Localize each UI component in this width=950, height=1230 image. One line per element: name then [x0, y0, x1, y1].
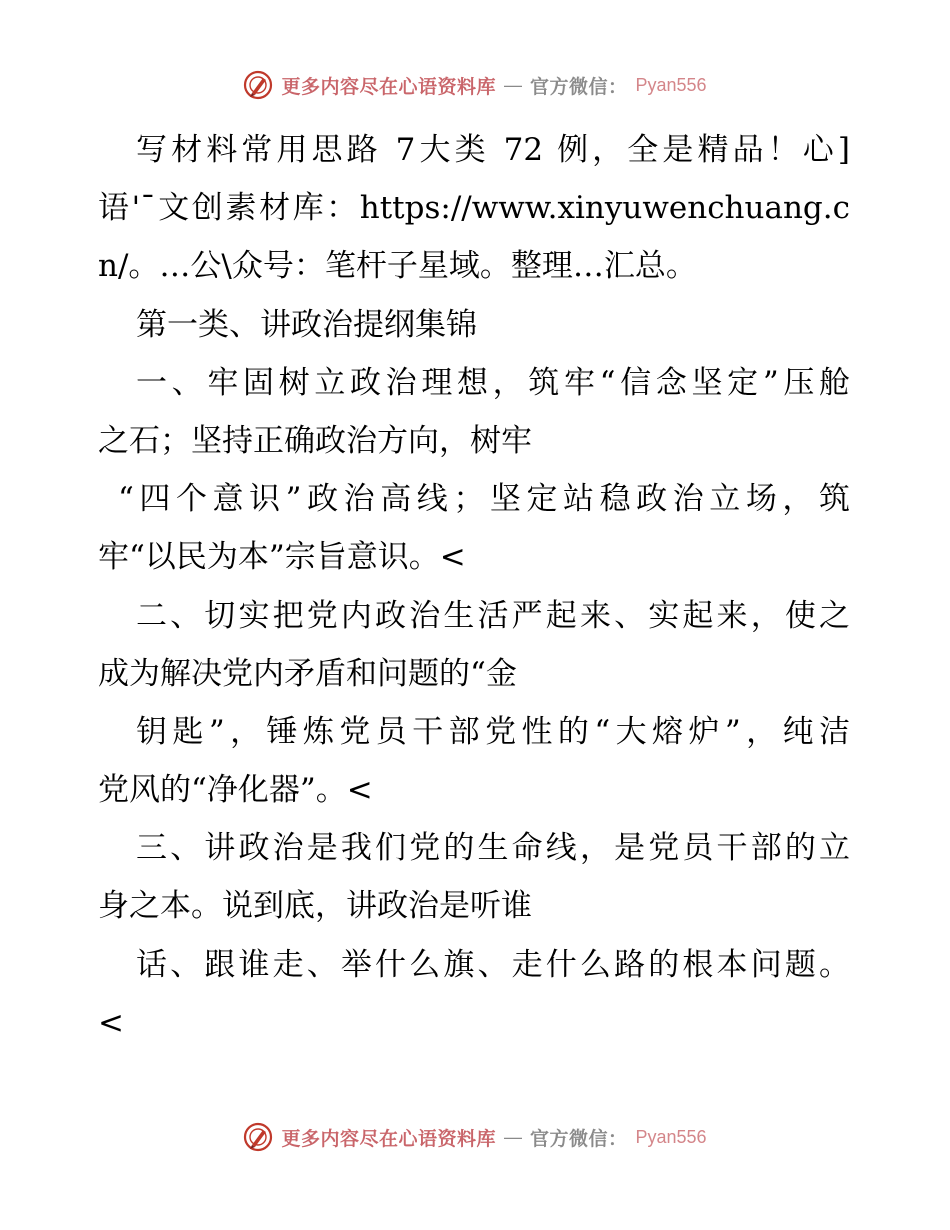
watermark-suffix-text: 官方微信： — [529, 1127, 628, 1150]
paragraph-line: n/。…公\众号：笔杆子星域。整理…汇总。 — [98, 248, 697, 285]
paragraph-line: 身之本。说到底，讲政治是听谁 — [98, 888, 532, 925]
paragraph-line: 话、跟谁走、举什么旗、走什么路的根本问题。 — [136, 946, 850, 983]
paragraph-line: 牢“以民为本”宗旨意识。< — [98, 539, 466, 576]
watermark-main-text: 更多内容尽在心语资料库 — [281, 75, 496, 98]
paragraph-line: 一、牢固树立政治理想，筑牢“信念坚定”压舱 — [136, 364, 850, 401]
paragraph-line: 之石；坚持正确政治方向，树牢 — [98, 422, 532, 459]
paragraph-line: 语'¯文创素材库：https://www.xinyuwenchuang.c — [98, 190, 850, 227]
section-heading: 第一类、讲政治提纲集锦 — [136, 306, 477, 343]
paragraph-line: “四个意识”政治高线；坚定站稳政治立场，筑 — [118, 481, 850, 518]
watermark-wechat-id: Pyan556 — [635, 1126, 707, 1147]
footer-watermark — [0, 1122, 950, 1152]
document-body — [98, 121, 850, 1052]
header-watermark — [0, 70, 950, 100]
watermark-wechat-id: Pyan556 — [635, 74, 707, 95]
pen-logo-icon — [243, 70, 273, 100]
paragraph-line: 成为解决党内矛盾和问题的“金 — [98, 655, 517, 692]
paragraph-line: 三、讲政治是我们党的生命线，是党员干部的立 — [136, 830, 850, 867]
paragraph-line: 写材料常用思路 7大类 72 例，全是精品！心] — [136, 132, 850, 168]
paragraph-line: 党风的“净化器”。< — [98, 772, 373, 809]
paragraph-line: 二、切实把党内政治生活严起来、实起来，使之 — [136, 597, 850, 634]
watermark-suffix-text: 官方微信： — [529, 75, 628, 98]
paragraph-line: < — [98, 1004, 124, 1041]
watermark-separator: — — [503, 1126, 522, 1147]
watermark-separator: — — [503, 74, 522, 95]
watermark-main-text: 更多内容尽在心语资料库 — [281, 1127, 496, 1150]
pen-logo-icon — [243, 1122, 273, 1152]
paragraph-line: 钥匙”，锤炼党员干部党性的“大熔炉”，纯洁 — [136, 713, 850, 750]
